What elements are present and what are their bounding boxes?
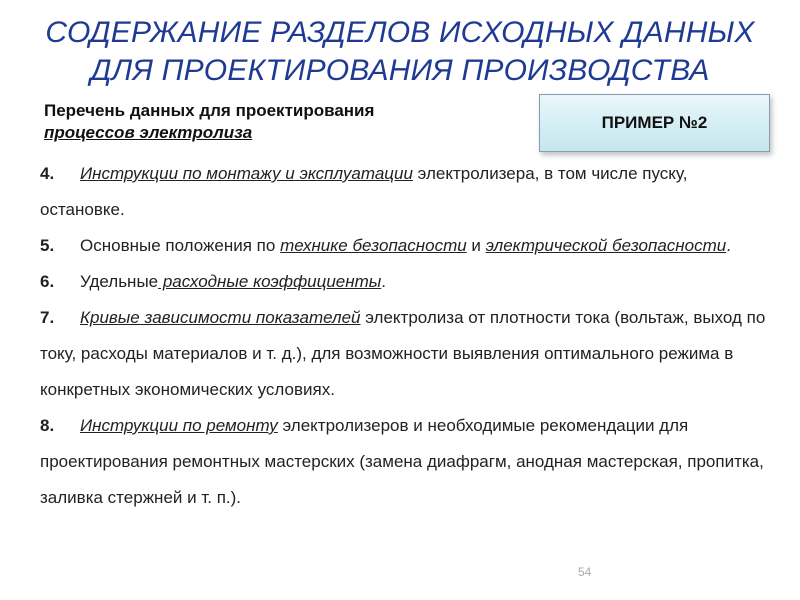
item-number: 5.: [40, 236, 55, 255]
item-number: 6.: [40, 272, 55, 291]
item-text: Основные положения по: [80, 236, 281, 255]
list-item: [40, 300, 770, 408]
item-text: и: [466, 236, 486, 255]
item-text: .: [381, 272, 386, 291]
item-text: электролизера, в том числе пуску, остановке.: [40, 164, 688, 219]
item-link-text: технике безопасности: [280, 236, 467, 255]
item-link-text: Инструкции по ремонту: [80, 416, 278, 435]
item-text: .: [726, 236, 731, 255]
item-text: Удельные: [80, 272, 159, 291]
item-text: электролизеров и необходимые рекомендации для проектирования ремонтных мастерских (замена диафрагм, анодная мастерская, пропитка, заливка стержней и т. п.).: [40, 416, 764, 507]
list-item: [40, 264, 770, 300]
subtitle-line-1: Перечень данных для проектирования: [44, 101, 375, 120]
item-link-text: электрической безопасности: [485, 236, 727, 255]
example-label: ПРИМЕР №2: [601, 113, 708, 132]
list-item: [40, 408, 770, 516]
item-number: 4.: [40, 164, 55, 183]
list-item: [40, 156, 770, 228]
slide-title-line-1: СОДЕРЖАНИЕ РАЗДЕЛОВ ИСХОДНЫХ ДАННЫХ: [45, 16, 755, 49]
item-link-text: Инструкции по монтажу и эксплуатации: [80, 164, 413, 183]
example-box: [539, 94, 770, 152]
list-item: [40, 228, 770, 264]
page-number: 54: [578, 565, 592, 579]
slide-title: [0, 14, 800, 90]
section-subtitle: [44, 100, 374, 144]
item-number: 7.: [40, 308, 55, 327]
item-number: 8.: [40, 416, 55, 435]
items-list: [40, 156, 770, 516]
item-text: электролиза от плотности тока (вольтаж, выход по току, расходы материалов и т. д.), для возможности выявления оптимального режима в конкретных экономических условиях.: [40, 308, 766, 399]
item-link-text: расходные коэффициенты: [158, 272, 382, 291]
item-link-text: Кривые зависимости показателей: [80, 308, 361, 327]
slide-title-line-2: ДЛЯ ПРОЕКТИРОВАНИЯ ПРОИЗВОДСТВА: [90, 54, 710, 87]
subtitle-line-2: процессов электролиза: [44, 123, 253, 142]
